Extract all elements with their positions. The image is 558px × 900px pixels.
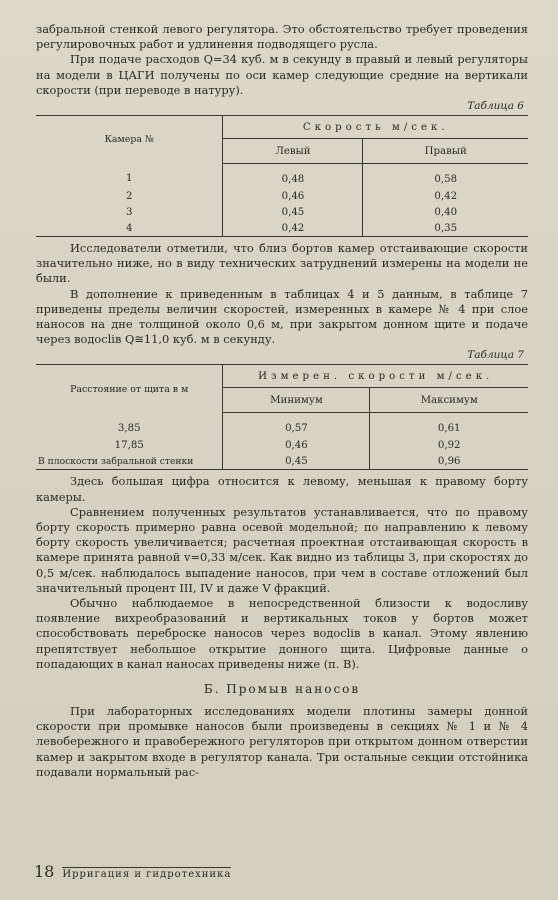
- table-7-row-header: Расстояние от щита в м: [70, 383, 189, 395]
- table-6-cell-left: 0,42: [223, 220, 363, 237]
- table-6-right-header: Правый: [363, 139, 528, 164]
- paragraph-8: При лабораторных исследованиях модели плотины замеры донной скорости при промывке наносов были произведены в секциях № 1 и № 4 левобережного и правобережного регуляторов при открытом донном отверстии камер и закрытом входе в регулятор канала. Три остальные секции отстойника подавали нормальный рас-: [36, 704, 528, 779]
- paragraph-4: В дополнение к приведенным в таблицах 4 и 5 данным, в таблице 7 приведены пределы величин скоростей, измеренных в камере № 4 при слое наносов на дне толщиной около 0,6 м, при закрытом донном щите и подаче через водосliв Q≅11,0 куб. м в секунду.: [36, 286, 528, 347]
- table-6-cell-label: 3: [125, 206, 133, 218]
- table-row: [36, 220, 528, 237]
- paragraph-3: Исследователи отметили, что близ бортов камер отстаивающие скорости значительно ниже, но в виду технических затруднений измерены на модели не были.: [36, 241, 528, 286]
- table-7-cell-min: 0,45: [223, 453, 370, 470]
- table-6-cell-left: 0,45: [223, 204, 363, 220]
- table-7-cell-max: 0,96: [370, 453, 528, 470]
- table-7-cell-label: В плоскости забральной стенки: [38, 455, 194, 467]
- table-7-cell-label: 17,85: [114, 439, 144, 451]
- table-6-cell-right: 0,42: [363, 188, 528, 204]
- table-7-cell-min: 0,46: [223, 437, 370, 453]
- table-7-caption: Таблица 7: [467, 349, 524, 362]
- paragraph-5: Здесь большая цифра относится к левому, меньшая к правому борту камеры.: [36, 474, 528, 504]
- table-6-cell-label: 1: [125, 173, 133, 185]
- table-6-cell-label: 2: [125, 190, 133, 202]
- table-7-max-header: Максимум: [370, 388, 528, 413]
- table-6-cell-right: 0,58: [363, 164, 528, 189]
- paragraph-7: Обычно наблюдаемое в непосредственной близости к водосливу появление вихреобразований и вертикальных токов у бортов может способствовать переброске наносов через водосliв в канал. Этому явлению препятствует небольшое открытие донного щита. Цифровые данные о попадающих в канал наносах приведены ниже (п. В).: [36, 596, 528, 671]
- table-6-cell-right: 0,40: [363, 204, 528, 220]
- table-6-cell-right: 0,35: [363, 220, 528, 237]
- page-footer: [34, 862, 231, 881]
- table-row: [36, 188, 528, 204]
- table-7-cell-min: 0,57: [223, 413, 370, 438]
- table-row: [36, 437, 528, 453]
- paragraph-6: Сравнением полученных результатов устанавливается, что по правому борту скорость примерно равна осевой модельной; по направлению к левому борту скорость увеличивается; расчетная проектная отстаивающая скорость в камере принята равной v=0,33 м/сек. Как видно из таблицы 3, при скоростях до 0,5 м/сек. наблюдалось выпадение наносов, при чем в составе отложений был значительный процент III, IV и даже V фракций.: [36, 504, 528, 595]
- page-number: 18: [34, 862, 55, 881]
- table-6-cell-left: 0,48: [223, 164, 363, 189]
- table-6-cell-label: 4: [125, 222, 133, 234]
- table-7-group-header: Измерен. скорости м/сек.: [223, 365, 528, 388]
- table-row: [36, 164, 528, 189]
- table-7: [36, 364, 528, 470]
- table-7-min-header: Минимум: [223, 388, 370, 413]
- journal-title: Ирригация и гидротехника: [62, 869, 232, 880]
- table-6-row-header: Камера №: [104, 134, 154, 146]
- table-7-cell-label: 3,85: [117, 422, 141, 434]
- table-6-group-header: Скорость м/сек.: [223, 116, 528, 139]
- table-row: [36, 413, 528, 438]
- table-row: [36, 204, 528, 220]
- paragraph-2: При подаче расходов Q=34 куб. м в секунду в правый и левый регуляторы на модели в ЦАГИ получены по оси камер следующие средние на вертикали скорости (при переводе в натуру).: [36, 52, 528, 97]
- table-row: [36, 453, 528, 470]
- section-heading: Б. Промыв наносов: [203, 682, 361, 697]
- table-6-caption: Таблица 6: [467, 100, 524, 113]
- table-7-cell-max: 0,92: [370, 437, 528, 453]
- table-6-left-header: Левый: [223, 139, 363, 164]
- table-6: [36, 115, 528, 237]
- table-7-cell-max: 0,61: [370, 413, 528, 438]
- paragraph-1: забральной стенкой левого регулятора. Это обстоятельство требует проведения регулировочных работ и удлинения подводящего русла.: [36, 22, 528, 52]
- table-6-cell-left: 0,46: [223, 188, 363, 204]
